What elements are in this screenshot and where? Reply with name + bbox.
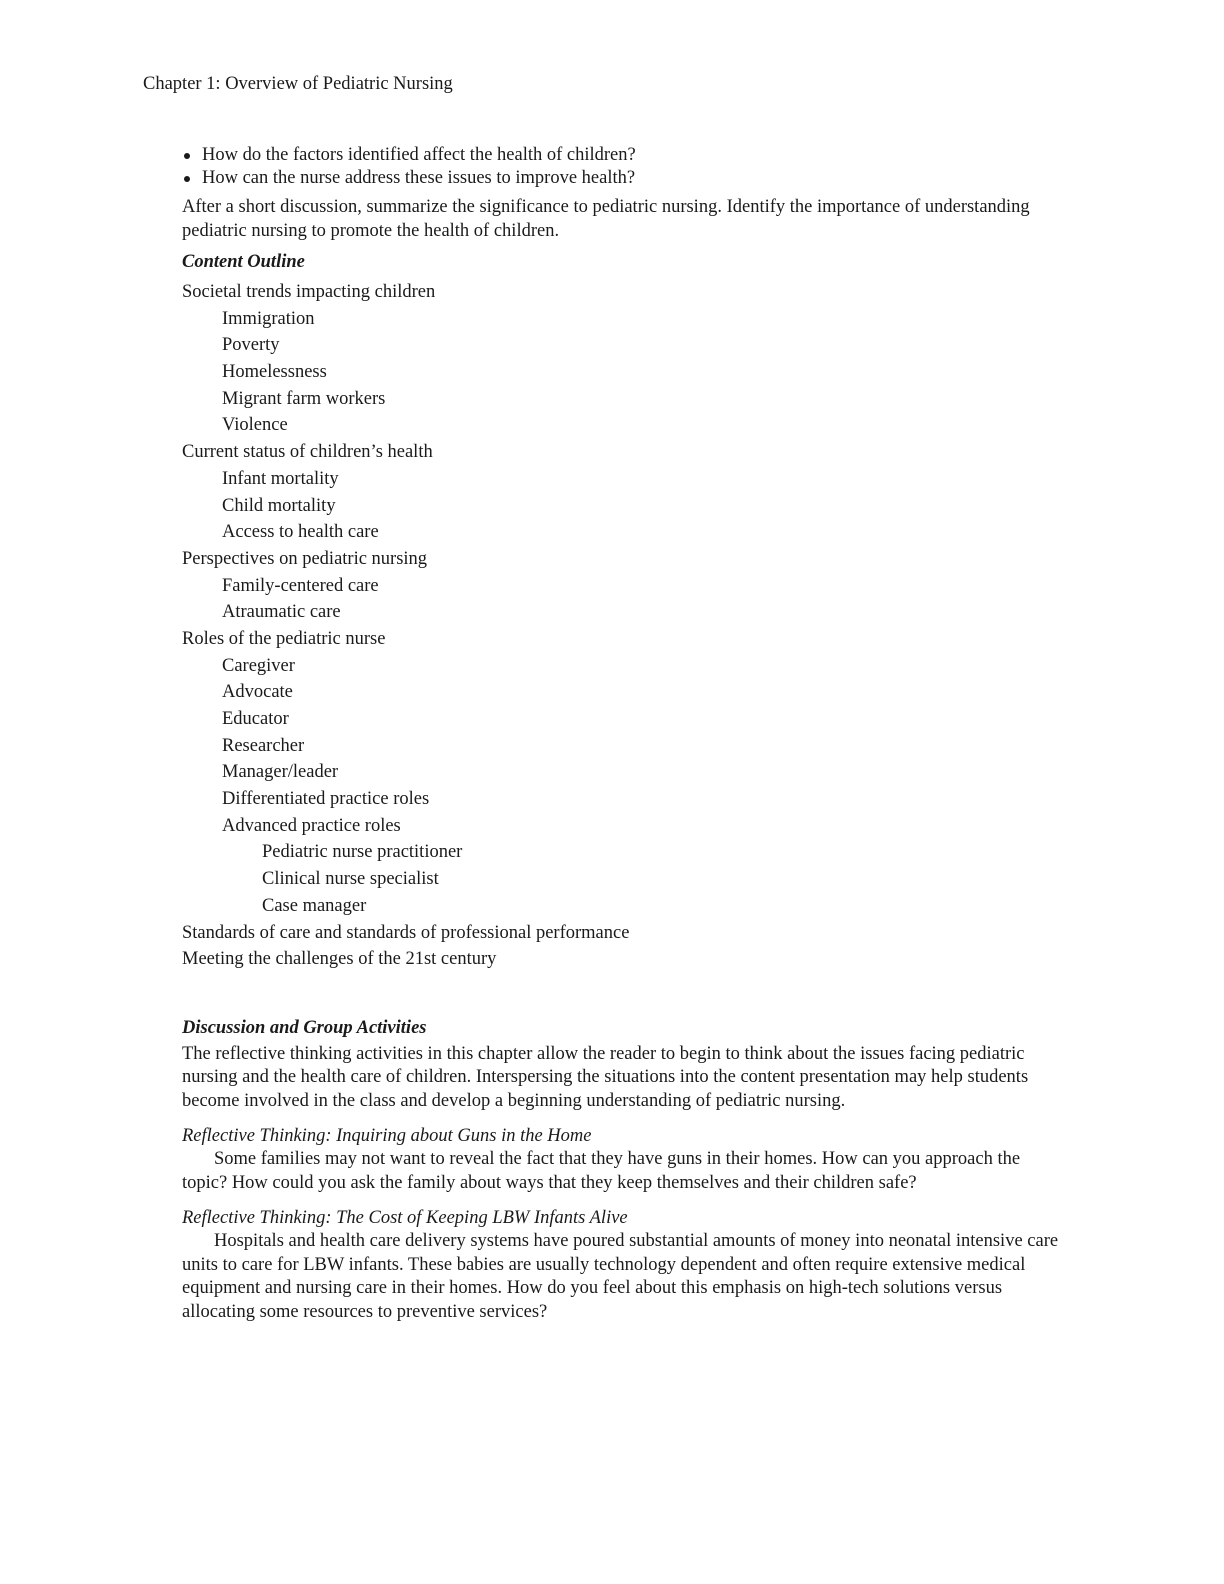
outline-item: Immigration [222, 308, 315, 329]
outline-item: Violence [222, 415, 288, 436]
outline-item: Current status of children’s health [182, 442, 433, 463]
outline-item: Advanced practice roles [222, 815, 401, 836]
bullet-item [182, 167, 1062, 190]
outline-item: Access to health care [222, 522, 379, 543]
outline-item: Caregiver [222, 655, 295, 676]
outline-item: Infant mortality [222, 468, 339, 489]
reflective-thinking-title-guns: Reflective Thinking: Inquiring about Guns in the Home [182, 1126, 592, 1147]
outline-item: Migrant farm workers [222, 388, 386, 409]
reflective-thinking-title-lbw: Reflective Thinking: The Cost of Keeping LBW Infants Alive [182, 1208, 628, 1229]
outline-item: Atraumatic care [222, 602, 341, 623]
reflective-thinking-body-guns: Some families may not want to reveal the fact that they have guns in their homes. How can you approach the topic? How could you ask the family about ways that they keep themselves and their children safe? [182, 1149, 1021, 1193]
outline-item: Advocate [222, 682, 293, 703]
content-outline-list [182, 279, 1062, 973]
outline-item: Meeting the challenges of the 21st century [182, 949, 497, 970]
outline-item: Roles of the pediatric nurse [182, 628, 386, 649]
discussion-paragraph: The reflective thinking activities in this chapter allow the reader to begin to think about the issues facing pediatric nursing and the health care of children. Interspersing the situations into the content presentation may help students become involved in the class and develop a beginning understanding of pediatric nursing. [182, 1043, 1029, 1111]
page-content [182, 144, 1062, 1324]
outline-item: Societal trends impacting children [182, 282, 436, 302]
bullet-text: How do the factors identified affect the health of children? [202, 145, 636, 165]
outline-item: Child mortality [222, 495, 336, 516]
outline-item: Clinical nurse specialist [262, 869, 439, 890]
bullet-icon [184, 153, 190, 159]
outline-item: Researcher [222, 735, 305, 756]
intro-paragraph: After a short discussion, summarize the significance to pediatric nursing. Identify the importance of understanding pediatric nursing to promote the health of children. [182, 197, 1030, 241]
outline-item: Manager/leader [222, 762, 339, 783]
outline-item: Poverty [222, 335, 280, 356]
question-bullet-list [182, 144, 1062, 190]
outline-item: Educator [222, 709, 289, 729]
bullet-text: How can the nurse address these issues to improve health? [202, 168, 636, 188]
outline-item: Family-centered care [222, 575, 379, 596]
bullet-icon [184, 176, 190, 182]
content-outline-heading: Content Outline [182, 252, 305, 272]
bullet-item [182, 144, 1062, 167]
outline-item: Pediatric nurse practitioner [262, 842, 463, 863]
outline-item: Homelessness [222, 362, 327, 383]
outline-item: Case manager [262, 895, 367, 916]
discussion-heading: Discussion and Group Activities [182, 1017, 427, 1038]
page-header: Chapter 1: Overview of Pediatric Nursing [143, 74, 453, 94]
outline-item: Standards of care and standards of professional performance [182, 922, 630, 943]
outline-item: Differentiated practice roles [222, 789, 430, 810]
outline-item: Perspectives on pediatric nursing [182, 548, 428, 569]
reflective-thinking-body-lbw: Hospitals and health care delivery systems have poured substantial amounts of money into neonatal intensive care units to care for LBW infants. These babies are usually technology dependent and often require extensive medical equipment and nursing care in their homes. How do you feel about this emphasis on high-tech solutions versus allocating some resources to preventive services? [182, 1231, 1059, 1322]
